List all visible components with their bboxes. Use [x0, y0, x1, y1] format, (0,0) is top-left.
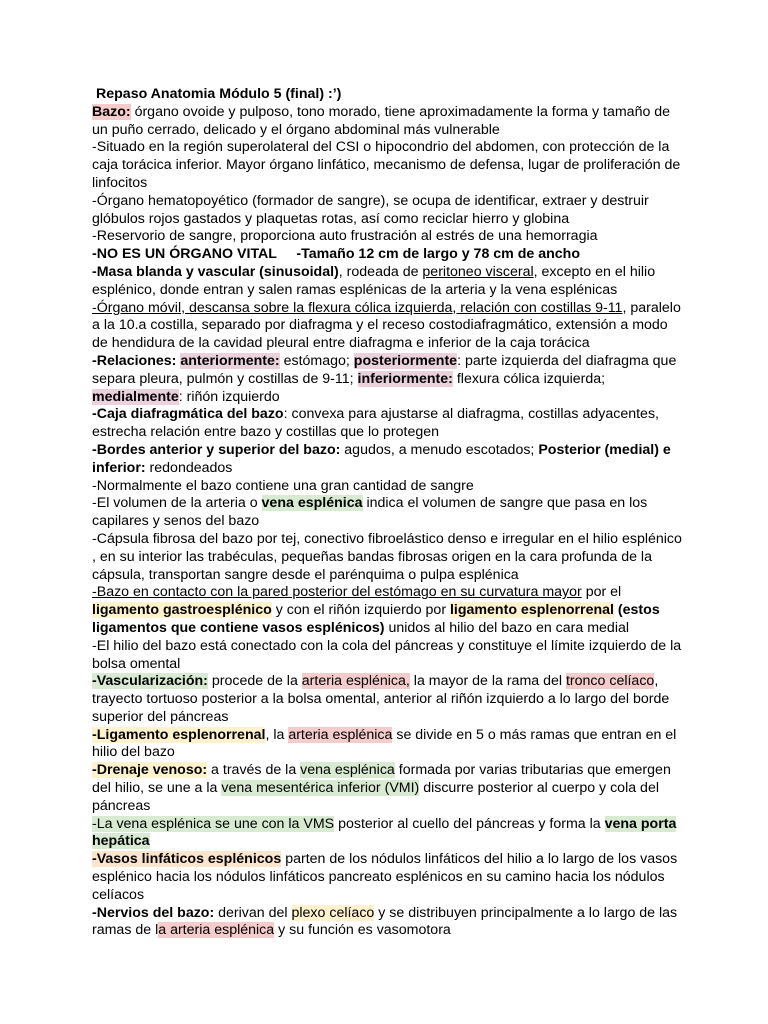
term-medialmente: medialmente [92, 388, 179, 405]
highlighted-text: -La vena esplénica se une con la VMS [92, 815, 335, 832]
paragraph-bordes [92, 442, 682, 478]
term-relaciones: -Relaciones: [92, 352, 181, 369]
document-title: Repaso Anatomia Módulo 5 (final) :’) [96, 86, 342, 102]
term-vena-esplenica: vena esplénica [261, 495, 363, 512]
term-vmi: vena mesentérica inferior (VMI) [221, 780, 420, 797]
paragraph-reservorio: -Reservorio de sangre, proporciona auto frustración al estrés de una hemorragia [92, 228, 598, 245]
text: redondeados [145, 459, 233, 476]
text: flexura cólica izquierda; [452, 370, 606, 387]
paragraph-nervios [92, 905, 682, 941]
term-anteriormente: anteriormente: [180, 352, 280, 369]
paragraph-bazo [92, 104, 682, 140]
text: órgano ovoide y pulposo, tono morado, tiene aproximadamente la forma y tamaño de un puño cerrado, delicado y el órgano abdominal más vulnerable [92, 103, 671, 138]
text: procede de la [207, 673, 302, 690]
paragraph-hilio: -El hilio del bazo está conectado con la cola del páncreas y constituye el límite izquierdo de la bolsa omental [92, 637, 682, 672]
term-vena-porta: vena porta hepática [92, 815, 677, 850]
underlined-text: -Órgano móvil, descansa sobre la flexura cólica izquierda, relación con costillas 9-11, [92, 299, 627, 316]
text: por el [581, 584, 622, 601]
term-arteria-esplenica: a arteria esplénica [158, 922, 275, 939]
term-posterior: Posterior (medial) e inferior: [92, 441, 671, 476]
term-peritoneo: peritoneo visceral [422, 263, 534, 280]
paragraph-situado: -Situado en la región superolateral del CSI o hipocondrio del abdomen, con protección de la caja torácica inferior. Mayor órgano linfático, mecanismo de defensa, lugar de proliferación de linfocitos [92, 139, 681, 191]
text: parten de los nódulos linfáticos del hilio a lo largo de los vasos esplénico hacia los nódulos linfáticos pancreato esplénicos en su camino hacia los nódulos celíacos [92, 851, 678, 903]
term-tronco-celiaco: tronco celíaco [565, 673, 655, 690]
term-plexo-celiaco: plexo celíaco [291, 904, 375, 921]
term-gastroesplenico: ligamento gastroesplénico [92, 602, 272, 619]
term-ligamento-esplenorrenal: -Ligamento esplenorrenal [92, 726, 266, 743]
text: y con el riñón izquierdo por [271, 602, 450, 619]
term-vasos-linfaticos: -Vasos linfáticos esplénicos [92, 851, 282, 868]
term-caja: -Caja diafragmática del bazo [92, 406, 284, 423]
underlined-text: -Bazo en contacto con la pared posterior del estómago en su curvatura mayor [92, 584, 582, 601]
paragraph-hematopoyetico: -Órgano hematopoyético (formador de sangre), se ocupa de identificar, extraer y destruir glóbulos rojos gastados y plaquetas rotas, así como reciclar hierro y globina [92, 192, 649, 227]
term-inferiormente: inferiormente: [357, 370, 453, 387]
text: : parte izquierda del diafragma que separa pleura, pulmón y costillas de 9-11; [92, 352, 677, 387]
term-drenaje-venoso: -Drenaje venoso: [92, 762, 208, 779]
term-nervios: -Nervios del bazo: [92, 904, 215, 921]
text: paralelo a la 10.a costilla, separado por diafragma y el receso costodiafragmático, extensión a modo de hendidura de la cavidad pleural entre diafragma e inferior de la caja torácica [92, 299, 681, 352]
text: derivan del [214, 904, 292, 921]
text: y su función es vasomotora [274, 922, 451, 939]
term-masa-blanda: -Masa blanda y vascular (sinusoidal) [92, 263, 339, 280]
text: estómago; [279, 352, 354, 369]
paragraph-caja [92, 406, 682, 442]
text: a través de la [207, 762, 301, 779]
paragraph-volumen [92, 495, 682, 531]
paragraph-contacto [92, 584, 682, 637]
text: y se distribuyen principalmente a lo largo de las ramas de l [92, 904, 678, 939]
text: discurre posterior al cuerpo y cola del páncreas [92, 780, 659, 814]
text: agudos, a menudo escotados; [340, 441, 539, 458]
paragraph-linfaticos [92, 851, 682, 904]
text: , excepto en el hilio esplénico, donde entran y salen ramas esplénicas de la arteria y la vena esplénicas [92, 263, 656, 298]
term-bordes: -Bordes anterior y superior del bazo: [92, 441, 341, 458]
text: unidos al hilio del bazo en cara medial [384, 619, 630, 636]
text: posterior al cuello del páncreas y forma la [334, 815, 605, 832]
term-vascularizacion: -Vascularización: [92, 673, 208, 690]
document-body [92, 86, 682, 940]
paragraph-relaciones [92, 353, 682, 406]
text: formada por varias tributarias que emergen del hilio, se une a la [92, 762, 671, 797]
term-esplenorrenal: ligamento esplenorrenal [449, 602, 614, 619]
paragraph-drenaje [92, 762, 682, 815]
paragraph-organo-movil [92, 300, 682, 353]
text-bold: (estos ligamentos que contiene vasos esplénicos) [92, 602, 660, 636]
paragraph-masa-blanda [92, 264, 682, 300]
paragraph-vascularizacion [92, 673, 682, 726]
text: se divide en 5 o más ramas que entran en el hilio del bazo [92, 726, 677, 761]
text: la mayor de la rama del [409, 673, 566, 690]
term-arteria-esplenica: arteria esplénica [288, 726, 393, 743]
text: , trayecto tortuoso posterior a la bolsa omental, anterior al riñón izquierdo a lo largo del borde superior del páncreas [92, 673, 670, 725]
term-vena-esplenica: vena esplénica [300, 762, 395, 779]
term-bazo: Bazo: [92, 103, 131, 120]
term-arteria-esplenica: arteria esplénica, [301, 673, 410, 690]
paragraph-vms [92, 816, 682, 852]
text: : convexa para ajustarse al diafragma, costillas adyacentes, estrecha relación entre bazo y costillas que lo protegen [92, 406, 659, 441]
paragraph-no-vital: -NO ES UN ÓRGANO VITAL -Tamaño 12 cm de largo y 78 cm de ancho [92, 246, 580, 263]
text: -El volumen de la arteria o [92, 495, 262, 512]
text: : riñón izquierdo [178, 388, 280, 405]
paragraph-normalmente: -Normalmente el bazo contiene una gran cantidad de sangre [92, 477, 474, 494]
text: indica el volumen de sangre que pasa en los capilares y senos del bazo [92, 495, 648, 530]
paragraph-capsula: -Cápsula fibrosa del bazo por tej, conectivo fibroelástico denso e irregular en el hilio esplénico , en su interior las trabéculas, pequeñas bandas fibrosas origen en la cara profunda de la cápsula, transportan sangre desde el parénquima o pulpa esplénica [92, 530, 682, 583]
paragraph-ligamento [92, 727, 682, 763]
text: , rodeada de [338, 263, 423, 280]
term-posteriormente: posteriormente [353, 352, 458, 369]
text: , la [265, 726, 289, 743]
